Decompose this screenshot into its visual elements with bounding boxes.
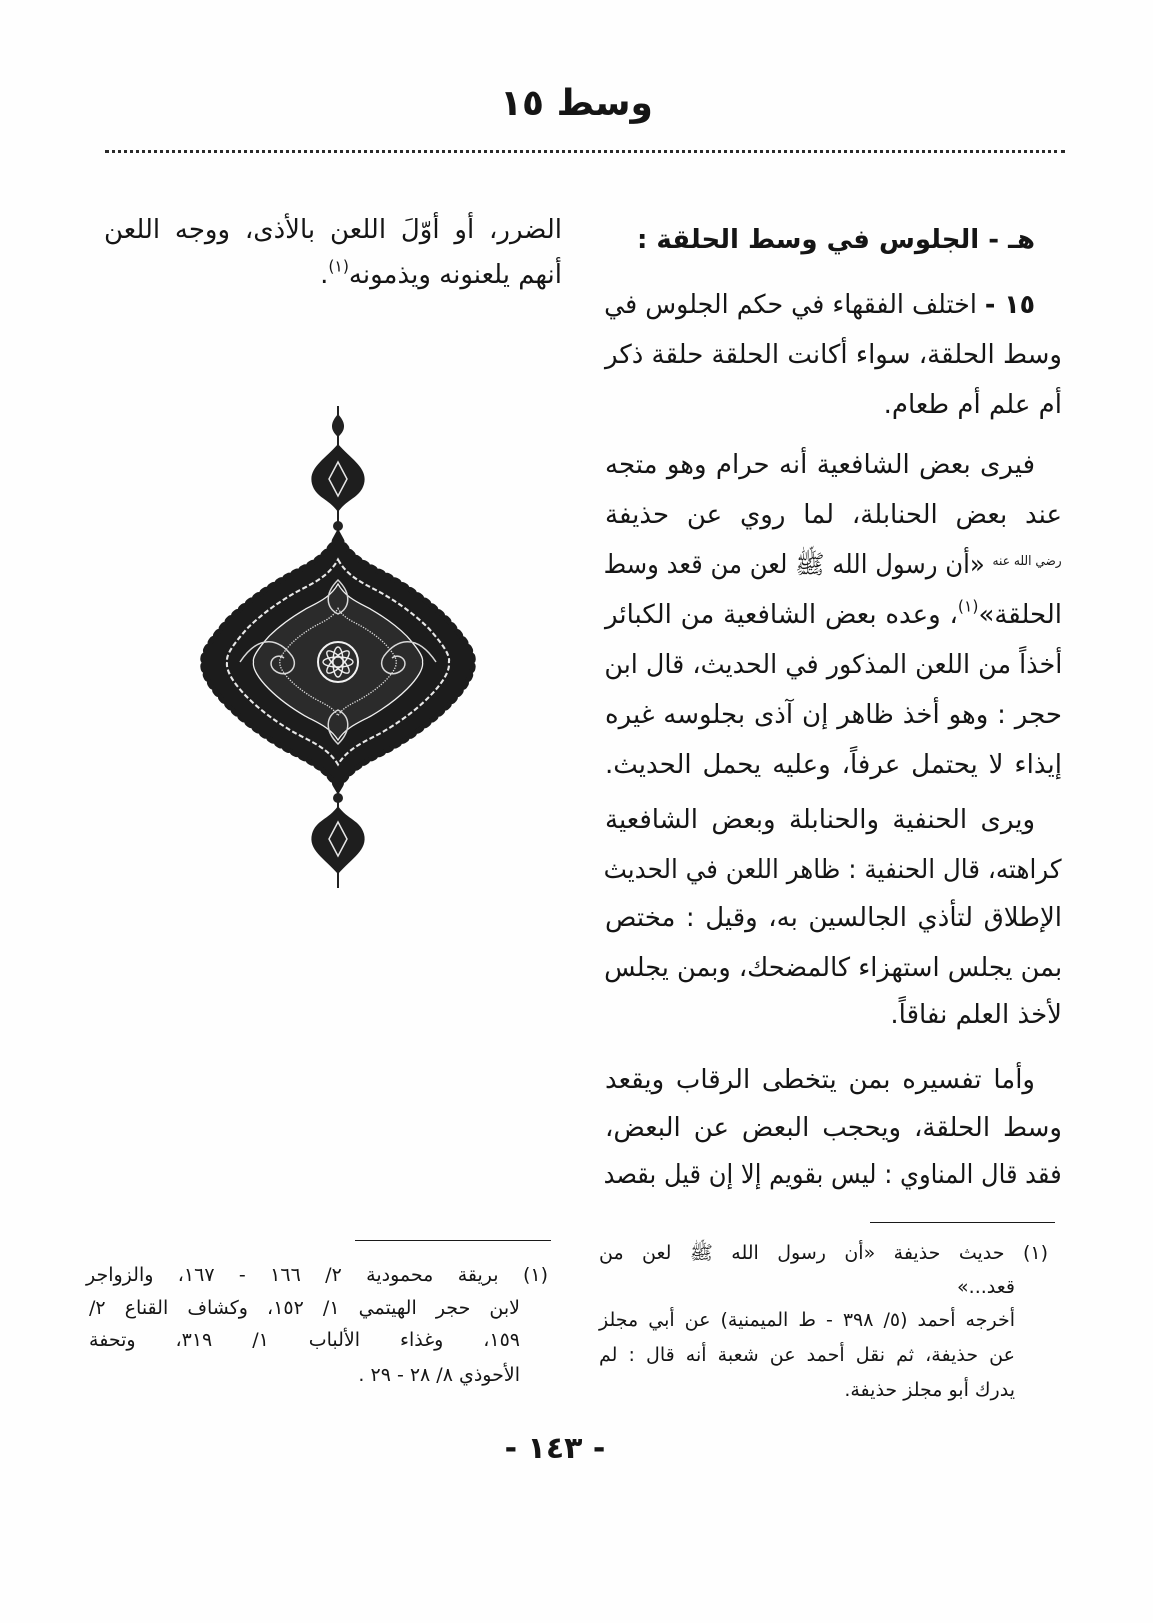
body-line [604,1150,1062,1200]
footnote-line [598,1303,1015,1337]
body-line-text: كراهته، قال الحنفية : ظاهر اللعن في الحديث [604,855,1062,885]
footnote-line-text: لابن حجر الهيتمي ١/ ١٥٢، وكشاف القناع ٢/ [88,1297,520,1319]
footnote-line-text [86,1258,548,1292]
body-line-text: عند بعض الحنابلة، لما روي عن حذيفة [605,500,1062,530]
ornament-medallion-icon [200,404,476,890]
body-line-text [605,590,1062,640]
footnote-line [598,1236,1048,1270]
body-line [604,590,1062,640]
body-line-text: وسط الحلقة، ويحجب البعض عن البعض، [605,1113,1062,1143]
footnote-line [88,1323,520,1357]
ornament-top-bud [332,414,344,437]
section-heading-text: هـ - الجلوس في وسط الحلقة : [636,225,1035,255]
body-line-text: حجر : وهو أخذ ظاهر إن آذى بجلوسه غيره [605,700,1062,730]
body-line [604,740,1062,790]
paragraph-number: ١٥ - [984,290,1035,320]
footnote-line [88,1291,520,1325]
body-line [604,380,1062,430]
footnote-ref: (١) [328,257,349,276]
body-line [604,893,1062,943]
body-line-text [604,540,1062,590]
body-line [604,490,1062,540]
body-line-text: بمن يجلس استهزاء كالمضحك، وبمن يجلس [604,953,1062,983]
honorific: رضي الله عنه [992,554,1062,570]
body-line [604,845,1062,895]
footnote-separator [870,1222,1055,1223]
body-line [604,640,1062,690]
footnote-line [598,1373,1015,1407]
body-line-segment: اختلف الفقهاء في حكم الجلوس في [604,290,977,320]
body-line [604,690,1062,740]
footnote-line-text: قعد...» [957,1276,1015,1298]
footnote-line-text: ١٥٩، وغذاء الألباب ١/ ٣١٩، وتحفة [89,1329,520,1351]
footnote-segment: حديث حذيفة «أن رسول الله ﷺ لعن من [599,1242,1005,1264]
footnote-line-text: الأحوذي ٨/ ٢٨ - ٢٩ . [358,1364,520,1386]
body-line-text [320,250,562,300]
body-line-text: فيرى بعض الشافعية أنه حرام وهو متجه [605,450,1035,480]
body-line-segment: أنهم يلعنونه ويذمونه [348,260,562,290]
footnote-line-text: عن حذيفة، ثم نقل أحمد عن شعبة أنه قال : لم [599,1344,1015,1366]
footnote-line [85,1258,548,1292]
body-line [103,250,562,300]
footnote-line [598,1338,1015,1372]
body-line [604,943,1062,993]
body-line-text: الإطلاق لتأذي الجالسين به، وقيل : مختص [605,903,1062,933]
body-line-text: الضرر، أو أوّلَ اللعن بالأذى، ووجه اللعن [104,215,562,245]
footnote-segment: بريقة محمودية ٢/ ١٦٦ - ١٦٧، والزواجر [86,1264,499,1286]
page-header-title: وسط ١٥ [500,83,653,124]
body-line-segment: . [320,260,329,290]
ornament-bottom-knob [333,793,343,803]
body-line-text: فقد قال المناوي : ليس بقويم إلا إن قيل بقصد [604,1160,1062,1190]
ornament-bottom-finial [311,806,364,874]
footnote-line [88,1358,520,1392]
footnote-line-text [599,1236,1048,1270]
body-line [604,990,1062,1040]
body-line [604,330,1062,380]
body-line-text: ويرى الحنفية والحنابلة وبعض الشافعية [605,805,1035,835]
footnote-line-text: أخرجه أحمد (٥/ ٣٩٨ - ط الميمنية) عن أبي مجلز [599,1309,1015,1331]
footnote-line [598,1270,1015,1304]
page-number: - ١٤٣ - [504,1431,606,1466]
section-heading [604,215,1035,265]
body-line-text [604,280,1035,330]
body-line-segment: ، وعده بعض الشافعية من الكبائر [605,600,958,630]
footnote-marker: (١) [1022,1242,1048,1264]
body-line-text: لأخذ العلم نفاقاً. [890,1000,1062,1030]
footnote-separator [355,1240,551,1241]
body-line-text: أم علم أم طعام. [883,390,1062,420]
body-line-text: أخذاً من اللعن المذكور في الحديث، قال ابن [604,650,1062,680]
ornament-top-finial [311,444,364,512]
body-line-text: وسط الحلقة، سواء أكانت الحلقة حلقة ذكر [605,340,1062,370]
body-line [604,1103,1062,1153]
body-line [604,540,1062,590]
footnote-marker: (١) [522,1264,548,1286]
body-line-segment: الحلقة» [978,600,1062,630]
body-line [103,205,562,255]
body-line [604,1055,1035,1105]
body-line [604,795,1035,845]
body-line [604,280,1035,330]
footnote-ref: (١) [957,597,979,616]
body-line-text: إيذاء لا يحتمل عرفاً، وعليه يحمل الحديث. [605,750,1062,780]
header-dotted-rule [105,150,1065,153]
body-line [604,440,1035,490]
footnote-line-text: يدرك أبو مجلز حذيفة. [844,1379,1015,1401]
body-line-text: وأما تفسيره بمن يتخطى الرقاب ويقعد [605,1065,1035,1095]
body-line-segment: «أن رسول الله ﷺ لعن من قعد وسط [604,550,986,580]
